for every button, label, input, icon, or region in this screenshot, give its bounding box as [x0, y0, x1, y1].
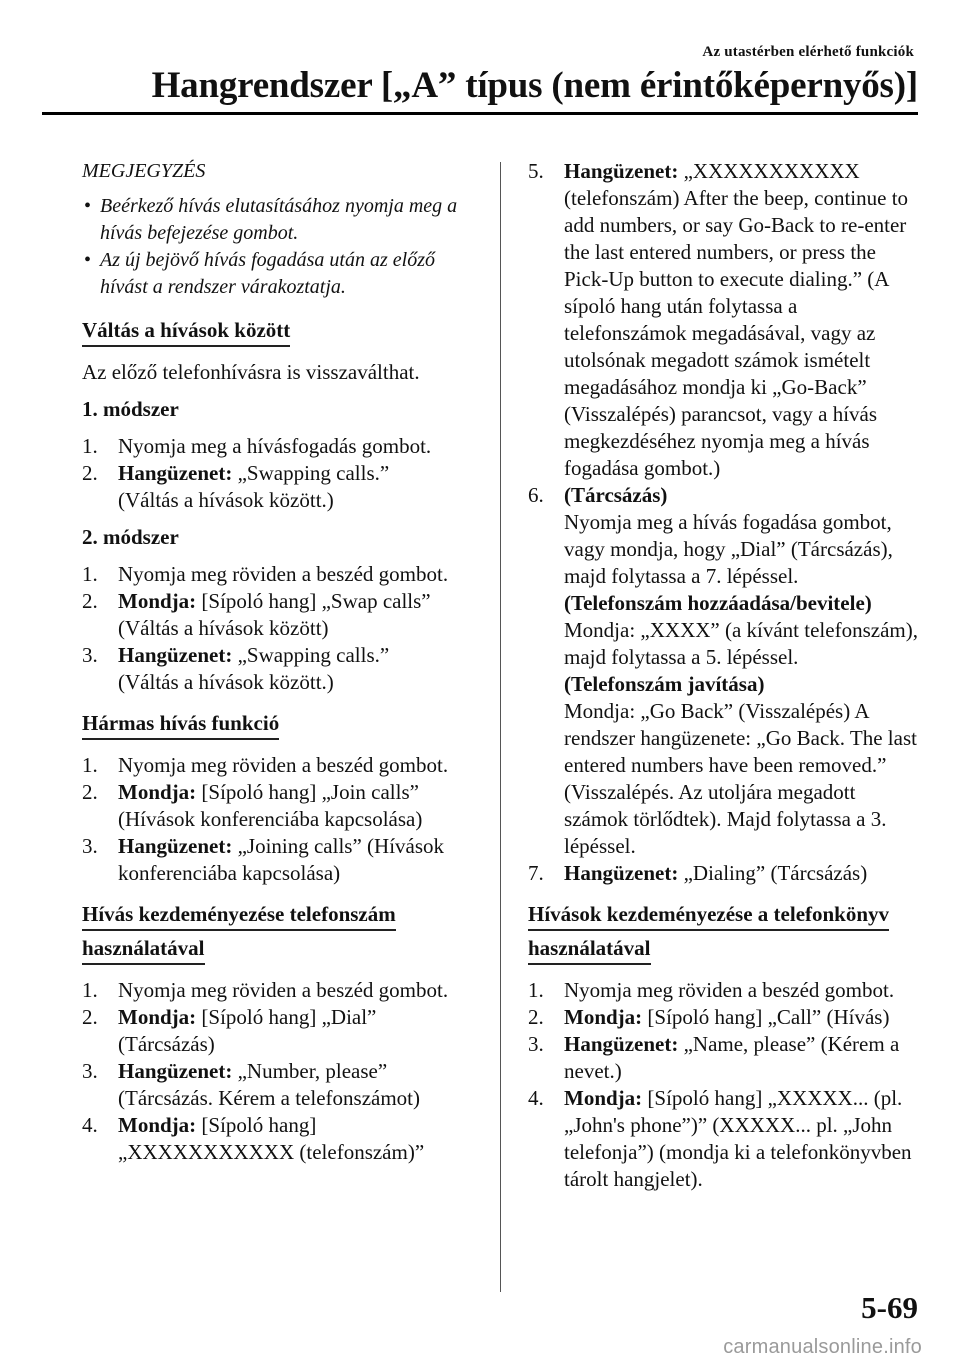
header-rule — [42, 112, 918, 115]
step-item: 3. Hangüzenet: „Name, please” (Kérem a nevet.) — [528, 1032, 900, 1083]
step-item: 2. Mondja: [Sípoló hang] „Dial” (Tárcsázás) — [82, 1005, 377, 1056]
switch-intro: Az előző telefonhívásra is visszaválthat. — [82, 360, 420, 384]
dial-continued-steps — [528, 158, 920, 887]
note-bullet: • Az új bejövő hívás fogadása után az előző hívást a rendszer várakoztatja. — [84, 249, 435, 298]
step-item: 6. (Tárcsázás) Nyomja meg a hívás fogadása gombot, vagy mondja, hogy „Dial” (Tárcsázás), majd folytassa a 7. lépéssel. (Telefonszám hozzáadása/bevitele) Mondja: „XXXX” (a kívánt telefonszám), majd folytassa a 5. lépéssel. (Telefonszám javítása) Mondja: „Go Back” (Visszalépés) A rendszer hangüzenete: „Go Back. The last entered numbers have been removed.” (Visszalépés. Az utoljára megadott számok törlődtek). Majd folytassa a 3. lépéssel. — [528, 483, 918, 858]
left-column — [82, 158, 474, 1176]
phonebook-steps — [528, 977, 920, 1193]
bullet-dot-icon: • — [84, 195, 92, 217]
step-item: 1. Nyomja meg a hívásfogadás gombot. — [82, 434, 432, 458]
step-item: 3. Hangüzenet: „Swapping calls.” (Váltás a hívások között.) — [82, 643, 390, 694]
section-subtitle: Az utastérben elérhető funkciók — [702, 44, 914, 60]
step-item: 1. Nyomja meg röviden a beszéd gombot. — [82, 978, 449, 1002]
step-item: 2. Mondja: [Sípoló hang] „Call” (Hívás) — [528, 1005, 890, 1029]
bullet-dot-icon: • — [84, 249, 92, 271]
note-title: MEGJEGYZÉS — [82, 160, 206, 182]
step-item: 2. Mondja: [Sípoló hang] „Swap calls” (Váltás a hívások között) — [82, 589, 431, 640]
step-item: 2. Mondja: [Sípoló hang] „Join calls” (Hívások konferenciába kapcsolása) — [82, 780, 423, 831]
method-1-title: 1. módszer — [82, 397, 179, 421]
threeway-steps — [82, 752, 474, 887]
step-item: 3. Hangüzenet: „Joining calls” (Hívások konferenciába kapcsolása) — [82, 834, 445, 885]
method-1-steps — [82, 433, 474, 514]
step-item: 1. Nyomja meg röviden a beszéd gombot. — [82, 753, 449, 777]
right-column — [528, 158, 920, 1203]
note-bullets — [82, 193, 474, 301]
note-bullet: • Beérkező hívás elutasításához nyomja meg a hívás befejezése gombot. — [84, 195, 458, 244]
page-number: 5-69 — [861, 1290, 918, 1325]
watermark: carmanualsonline.info — [723, 1336, 922, 1358]
method-2-title: 2. módszer — [82, 525, 179, 549]
dial-steps — [82, 977, 474, 1166]
section-heading-switch: Váltás a hívások között — [82, 313, 474, 347]
step-item: 1. Nyomja meg röviden a beszéd gombot. — [82, 562, 449, 586]
section-heading-phonebook: Hívások kezdeményezése a telefonkönyv használatával — [528, 897, 920, 965]
step-item: 7. Hangüzenet: „Dialing” (Tárcsázás) — [528, 861, 868, 885]
step-item: 4. Mondja: [Sípoló hang] „XXXXX... (pl. „John's phone”)” (XXXXX... pl. „John telefonja”) (mondja ki a telefonkönyvben tárolt hangjelet). — [528, 1086, 912, 1191]
section-heading-threeway: Hármas hívás funkció — [82, 706, 474, 740]
step-item: 5. Hangüzenet: „XXXXXXXXXXX (telefonszám) After the beep, continue to add numbers, or say Go-Back to re-enter the last entered numbers, or press the Pick-Up button to execute dialing.” (A sípoló hang után folytassa a telefonszámok megadásával, vagy az utolsónak megadott számok ismételt megadásához mondja ki „Go-Back” (Visszalépés) parancsot, vagy a hívás megkezdéséhez nyomja meg a hívás fogadása gombot.) — [528, 159, 909, 480]
step-item: 3. Hangüzenet: „Number, please” (Tárcsázás. Kérem a telefonszámot) — [82, 1059, 420, 1110]
column-divider — [500, 162, 501, 1292]
method-2-steps — [82, 561, 474, 696]
step-item: 2. Hangüzenet: „Swapping calls.” (Váltás a hívások között.) — [82, 461, 390, 512]
section-heading-dial: Hívás kezdeményezése telefonszám használatával — [82, 897, 474, 965]
step-item: 1. Nyomja meg röviden a beszéd gombot. — [528, 978, 895, 1002]
page-title: Hangrendszer [„A” típus (nem érintőképernyős)] — [151, 65, 918, 106]
step-item: 4. Mondja: [Sípoló hang] „XXXXXXXXXXX (telefonszám)” — [82, 1113, 425, 1164]
